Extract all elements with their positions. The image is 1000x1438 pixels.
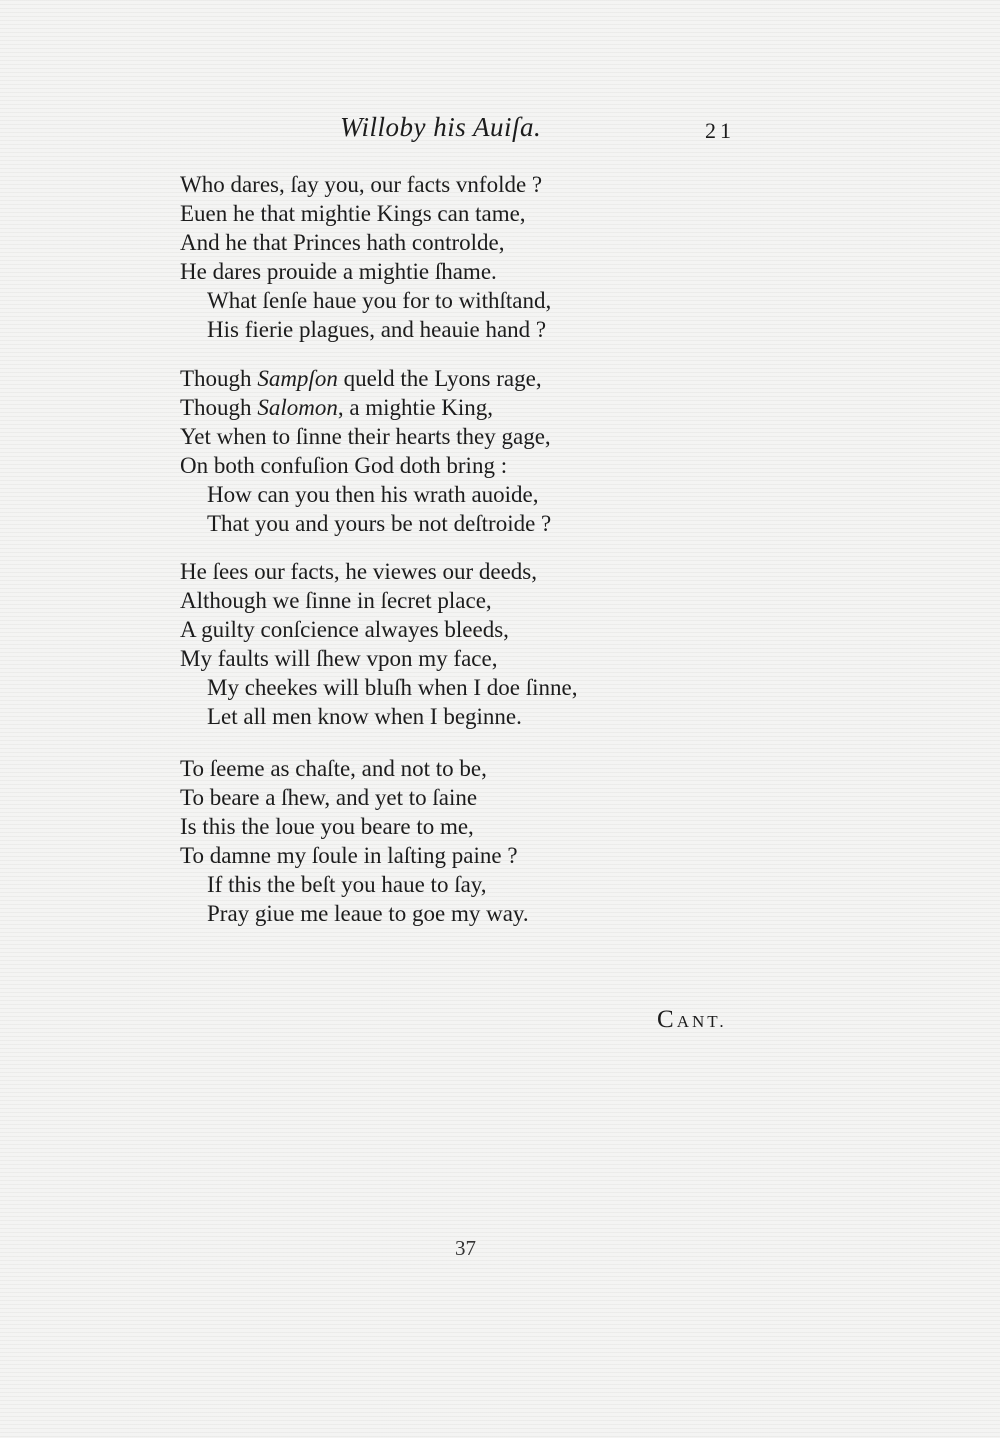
verse-line: That you and yours be not deſtroide ? bbox=[207, 511, 552, 536]
verse-line: Though Sampſon queld the Lyons rage, bbox=[180, 366, 542, 391]
verse-line: To damne my ſoule in laſting paine ? bbox=[180, 843, 518, 868]
catchword-initial: C bbox=[657, 1006, 677, 1033]
verse-line: Pray giue me leaue to goe my way. bbox=[207, 901, 529, 926]
verse-line: He ſees our facts, he viewes our deeds, bbox=[180, 559, 538, 584]
verse-line: Who dares, ſay you, our facts vnfolde ? bbox=[180, 172, 543, 197]
italic-name: Sampſon bbox=[257, 366, 338, 391]
verse-line: He dares prouide a mightie ſhame. bbox=[180, 259, 497, 284]
verse-line: Euen he that mightie Kings can tame, bbox=[180, 201, 526, 226]
verse-line: How can you then his wrath auoide, bbox=[207, 482, 539, 507]
verse-line: On both confuſion God doth bring : bbox=[180, 453, 508, 478]
verse-line: And he that Princes hath controlde, bbox=[180, 230, 505, 255]
verse-line: Yet when to ſinne their hearts they gage, bbox=[180, 424, 551, 449]
verse-line: Although we ſinne in ſecret place, bbox=[180, 588, 492, 613]
page-number: 21 bbox=[705, 118, 735, 143]
verse-line: Is this the loue you beare to me, bbox=[180, 814, 474, 839]
running-title: Willoby his Auiſa. bbox=[340, 112, 542, 142]
catchword-rest: ANT. bbox=[676, 1012, 727, 1031]
verse-line: Let all men know when I beginne. bbox=[207, 704, 522, 729]
verse-line: What ſenſe haue you for to withſtand, bbox=[207, 288, 552, 313]
stanza-3 bbox=[180, 557, 740, 731]
verse-line: To beare a ſhew, and yet to ſaine bbox=[180, 785, 478, 810]
verse-line: His fierie plagues, and heauie hand ? bbox=[207, 317, 547, 342]
catchword bbox=[657, 1006, 727, 1034]
stanza-4 bbox=[180, 754, 740, 928]
stanza-2 bbox=[180, 364, 740, 538]
folio-number: 37 bbox=[455, 1236, 476, 1260]
verse-line: To ſeeme as chaſte, and not to be, bbox=[180, 756, 487, 781]
verse-line: If this the beſt you haue to ſay, bbox=[207, 872, 487, 897]
verse-line: My cheekes will bluſh when I doe ſinne, bbox=[207, 675, 578, 700]
italic-name: Salomon bbox=[257, 395, 338, 420]
verse-line: Though Salomon, a mightie King, bbox=[180, 395, 494, 420]
verse-line: My faults will ſhew vpon my face, bbox=[180, 646, 498, 671]
verse-line: A guilty conſcience alwayes bleeds, bbox=[180, 617, 509, 642]
stanza-1 bbox=[180, 170, 740, 344]
